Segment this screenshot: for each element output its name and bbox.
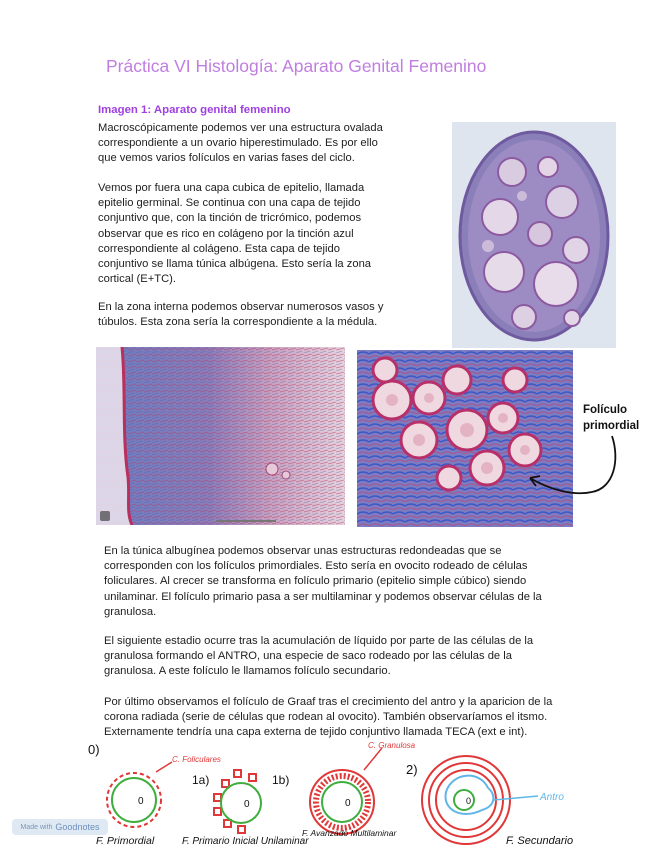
text-line: En la túnica albugínea podemos observar unas estructuras redondeadas que se [104,545,502,557]
text-line: cortical (E+TC). [98,273,177,286]
text-line: foliculares. Al crecer se transforma en folículo primario (epitelio simple cúbico) siendo [104,575,527,588]
stage-label: 0) [88,742,100,757]
text-line: túbulos. Esta zona sería la correspondiente a la médula. [98,316,378,329]
text-line: conjuntivo se llama túnica albúgena. Esto sería la zona [98,258,372,271]
text-line: granulosa. [104,605,157,618]
text-line: corona radiada (serie de células que rodean al ovocito). También observaríamos el itsmo. [104,711,548,724]
text-line: Por último observamos el folículo de Graaf tras el crecimiento del antro y la aparicion de la [104,696,553,708]
label-foliculares: C. Foliculares [172,755,221,764]
oocyte-mark: 0 [466,796,472,806]
oocyte-mark: 0 [345,798,351,809]
text-line: observar que es rico en colágeno por la tinción azul [98,227,354,240]
section-heading: Imagen 1: Aparato genital femenino [98,104,291,116]
annotation-arrow-icon [510,430,630,510]
stage-label: 2) [406,762,418,777]
oocyte-mark: 0 [244,799,250,810]
text-line: granulosa formando el ANTRO, una especie de saco rodeado por las células de la [104,650,512,663]
text-line: unilaminar. El folículo primario pasa a ser multilaminar y podemos observar células de la [104,590,542,603]
text-line: Vemos por fuera una capa cubica de epitelio, llamada [98,182,365,194]
paragraph-intro [98,121,383,167]
stage-label: 1a) [192,773,210,787]
label-antro: Antro [540,792,564,803]
label-granulosa: C. Granulosa [368,741,416,750]
follicle-sketch [86,740,606,848]
watermark-prefix: Made with [20,823,53,831]
text-line: Macroscópicamente podemos ver una estructura ovalada [98,122,383,134]
text-line: En la zona interna podemos observar numerosos vasos y [98,301,384,313]
text-line: El siguiente estadio ocurre tras la acumulación de líquido por parte de las células de la [104,635,534,647]
text-line: conjuntivo que, con la tinción de tricrómico, podemos [98,212,362,225]
caption-primario: F. Primario Inicial Unilaminar [182,836,309,847]
caption-primordial: F. Primordial [96,835,155,847]
paragraph-follicles [104,544,542,620]
text-line: correspondiente al colágeno. Esta capa de tejido [98,242,340,255]
paragraph-antro [104,634,533,680]
paragraph-medulla [98,300,383,330]
annotation-line: Folículo [583,404,628,416]
text-line: epitelio germinal. Se continua con una capa de tejido [98,197,361,210]
caption-secundario: F. Secundario [506,835,574,847]
text-line: corresponden con los folículos primordiales. Esto sería en ovocito rodeado de células [104,560,528,573]
cortex-micrograph [96,347,345,525]
goodnotes-watermark [12,819,108,835]
paragraph-cortex [98,181,371,287]
ovary-micrograph [452,122,616,348]
text-line: Externamente tendría una capa externa de tejido conjuntivo llamada TECA (ext e int). [104,726,528,739]
annotation-line: primordial [583,420,640,432]
text-line: granulosa. A este folículo le llamamos folículo secundario. [104,665,391,678]
stage-label: 1b) [272,773,290,787]
text-line: que vemos varios folículos en varias fases del ciclo. [98,152,355,165]
paragraph-graaf [104,695,552,741]
watermark-brand: Goodnotes [55,822,100,832]
text-line: correspondiente a un ovario hiperestimulado. Es por ello [98,137,378,150]
oocyte-mark: 0 [138,796,144,807]
caption-avanzado: F. Avanzado Multilaminar [302,828,397,838]
page-title: Práctica VI Histología: Aparato Genital Femenino [106,56,487,76]
